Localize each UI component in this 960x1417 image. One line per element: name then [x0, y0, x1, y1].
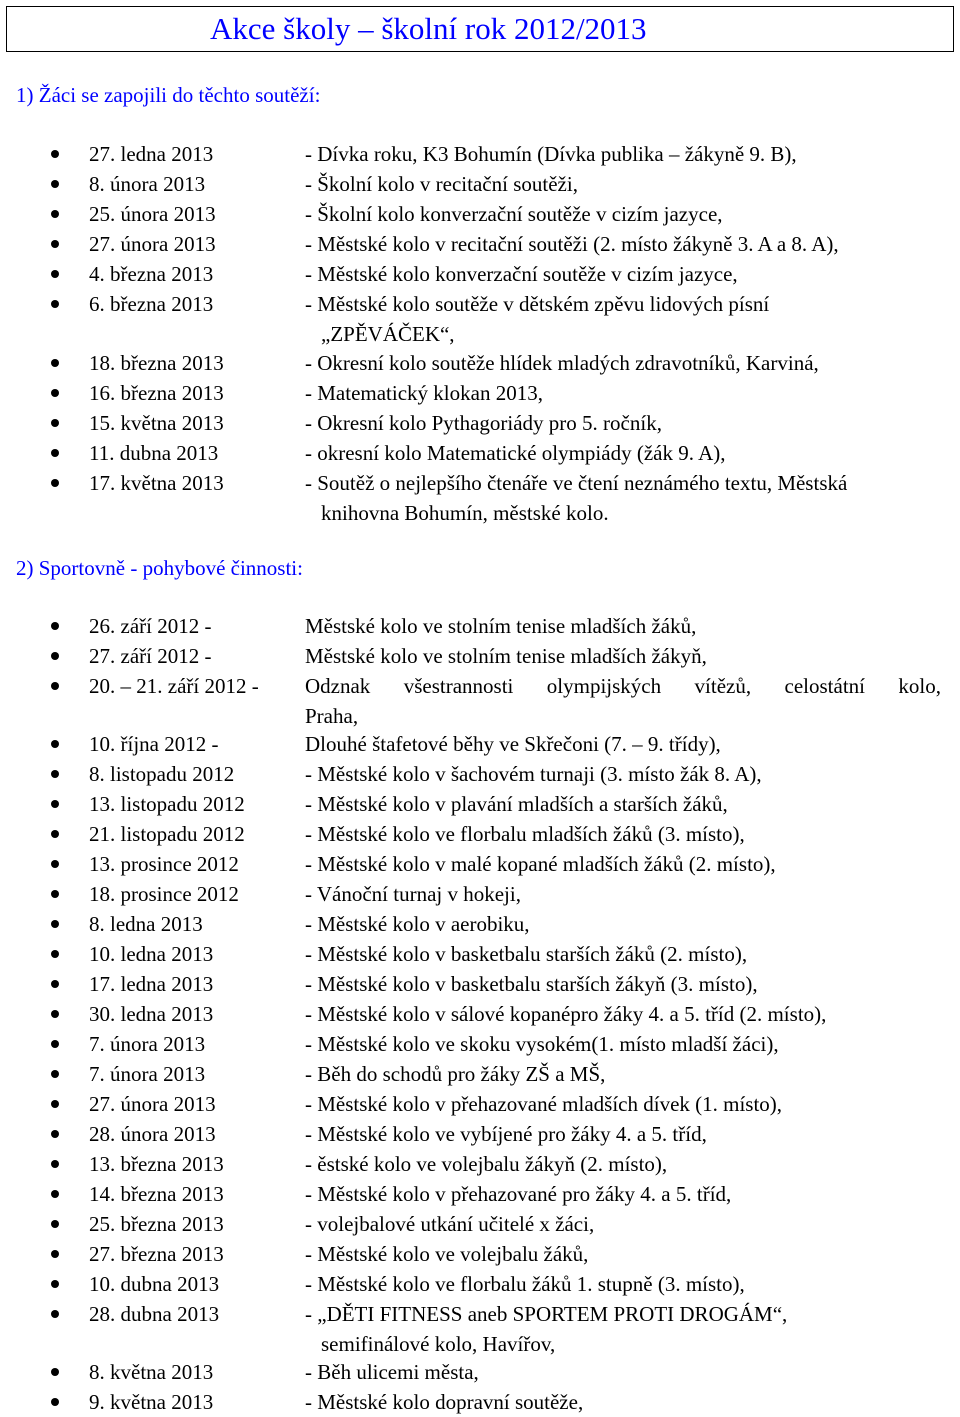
item-description: - Okresní kolo Pythagoriády pro 5. ročník, — [305, 411, 662, 435]
bullet-icon — [51, 622, 59, 630]
bullet-icon — [51, 180, 59, 188]
item-description: - Městské kolo v přehazované pro žáky 4. a 5. tříd, — [305, 1182, 732, 1206]
bullet-icon — [51, 682, 59, 690]
item-description: - Městské kolo v recitační soutěži (2. místo žákyně 3. A a 8. A), — [305, 232, 839, 256]
item-description: - okresní kolo Matematické olympiády (žák 9. A), — [305, 441, 726, 465]
item-date: 18. března 2013 — [89, 351, 224, 375]
item-date: 26. září 2012 - — [89, 614, 212, 638]
item-description: - Městské kolo v malé kopané mladších žáků (2. místo), — [305, 852, 776, 876]
item-date: 20. – 21. září 2012 - — [89, 674, 259, 698]
bullet-icon — [51, 920, 59, 928]
item-date: 27. března 2013 — [89, 1242, 224, 1266]
bullet-icon — [51, 389, 59, 397]
item-date: 18. prosince 2012 — [89, 882, 239, 906]
section-heading-competitions: 1) Žáci se zapojili do těchto soutěží: — [16, 83, 321, 107]
bullet-icon — [51, 1160, 59, 1168]
item-date: 10. ledna 2013 — [89, 942, 214, 966]
item-description: - Městské kolo v plavání mladších a starších žáků, — [305, 792, 728, 816]
item-date: 16. března 2013 — [89, 381, 224, 405]
item-date: 17. ledna 2013 — [89, 972, 214, 996]
item-description: Městské kolo ve stolním tenise mladších žáků, — [305, 614, 697, 638]
item-description: - „DĚTI FITNESS aneb SPORTEM PROTI DROGÁM“, — [305, 1302, 788, 1326]
item-date: 27. září 2012 - — [89, 644, 212, 668]
bullet-icon — [51, 1250, 59, 1258]
item-description: Dlouhé štafetové běhy ve Skřečoni (7. – 9. třídy), — [305, 732, 721, 756]
bullet-icon — [51, 652, 59, 660]
item-description: - volejbalové utkání učitelé x žáci, — [305, 1212, 595, 1236]
bullet-icon — [51, 150, 59, 158]
item-description: - Městské kolo soutěže v dětském zpěvu lidových písní — [305, 292, 770, 316]
item-description: - Městské kolo konverzační soutěže v cizím jazyce, — [305, 262, 738, 286]
bullet-icon — [51, 890, 59, 898]
bullet-icon — [51, 1130, 59, 1138]
bullet-icon — [51, 1368, 59, 1376]
item-date: 13. prosince 2012 — [89, 852, 239, 876]
item-description: - Městské kolo ve skoku vysokém(1. místo mladší žáci), — [305, 1032, 779, 1056]
bullet-icon — [51, 270, 59, 278]
item-date: 7. února 2013 — [89, 1032, 206, 1056]
bullet-icon — [51, 359, 59, 367]
item-description: - Městské kolo v basketbalu starších žáků (2. místo), — [305, 942, 748, 966]
bullet-icon — [51, 1190, 59, 1198]
item-date: 27. února 2013 — [89, 1092, 216, 1116]
item-description: - Městské kolo ve florbalu mladších žáků (3. místo), — [305, 822, 745, 846]
item-date: 9. května 2013 — [89, 1390, 214, 1414]
item-date: 8. ledna 2013 — [89, 912, 203, 936]
item-date: 14. března 2013 — [89, 1182, 224, 1206]
item-date: 10. dubna 2013 — [89, 1272, 220, 1296]
item-description: - Dívka roku, K3 Bohumín (Dívka publika – žákyně 9. B), — [305, 142, 797, 166]
item-description: - Městské kolo dopravní soutěže, — [305, 1390, 584, 1414]
bullet-icon — [51, 950, 59, 958]
bullet-icon — [51, 1100, 59, 1108]
item-description: - Vánoční turnaj v hokeji, — [305, 882, 521, 906]
bullet-icon — [51, 860, 59, 868]
item-description: - Městské kolo ve florbalu žáků 1. stupně (3. místo), — [305, 1272, 745, 1296]
item-description: - Běh do schodů pro žáky ZŠ a MŠ, — [305, 1062, 606, 1086]
item-description: Městské kolo ve stolním tenise mladších žákyň, — [305, 644, 707, 668]
bullet-icon — [51, 449, 59, 457]
item-date: 13. listopadu 2012 — [89, 792, 245, 816]
item-description: - Městské kolo ve volejbalu žáků, — [305, 1242, 589, 1266]
item-description-continuation: semifinálové kolo, Havířov, — [321, 1332, 556, 1356]
bullet-icon — [51, 740, 59, 748]
bullet-icon — [51, 830, 59, 838]
item-description: - ěstské kolo ve volejbalu žákyň (2. místo), — [305, 1152, 668, 1176]
item-date: 11. dubna 2013 — [89, 441, 219, 465]
bullet-icon — [51, 1310, 59, 1318]
item-description: - Školní kolo v recitační soutěži, — [305, 172, 578, 196]
section-heading-sports: 2) Sportovně - pohybové činnosti: — [16, 556, 303, 580]
item-date: 6. března 2013 — [89, 292, 214, 316]
bullet-icon — [51, 1070, 59, 1078]
bullet-icon — [51, 210, 59, 218]
item-description: Odznak všestrannosti olympijských vítězů, celostátní kolo, — [305, 674, 941, 698]
item-description-continuation: Praha, — [305, 704, 359, 728]
item-description: - Městské kolo ve vybíjené pro žáky 4. a 5. tříd, — [305, 1122, 707, 1146]
bullet-icon — [51, 1280, 59, 1288]
item-date: 25. března 2013 — [89, 1212, 224, 1236]
item-date: 17. května 2013 — [89, 471, 224, 495]
bullet-icon — [51, 800, 59, 808]
item-date: 7. února 2013 — [89, 1062, 206, 1086]
item-description: - Městské kolo v šachovém turnaji (3. místo žák 8. A), — [305, 762, 762, 786]
item-date: 27. ledna 2013 — [89, 142, 214, 166]
bullet-icon — [51, 1010, 59, 1018]
item-date: 27. února 2013 — [89, 232, 216, 256]
item-description-continuation: knihovna Bohumín, městské kolo. — [321, 501, 609, 525]
bullet-icon — [51, 479, 59, 487]
bullet-icon — [51, 419, 59, 427]
item-date: 21. listopadu 2012 — [89, 822, 245, 846]
item-date: 30. ledna 2013 — [89, 1002, 214, 1026]
item-date: 13. března 2013 — [89, 1152, 224, 1176]
item-date: 8. listopadu 2012 — [89, 762, 235, 786]
item-date: 25. února 2013 — [89, 202, 216, 226]
item-description: - Běh ulicemi města, — [305, 1360, 479, 1384]
item-description: - Městské kolo v basketbalu starších žákyň (3. místo), — [305, 972, 758, 996]
bullet-icon — [51, 1398, 59, 1406]
item-date: 8. února 2013 — [89, 172, 206, 196]
bullet-icon — [51, 980, 59, 988]
item-description-continuation: „ZPĚVÁČEK“, — [321, 322, 455, 346]
bullet-icon — [51, 1220, 59, 1228]
item-description: - Městské kolo v sálové kopanépro žáky 4. a 5. tříd (2. místo), — [305, 1002, 827, 1026]
bullet-icon — [51, 1040, 59, 1048]
page-title: Akce školy – školní rok 2012/2013 — [210, 11, 647, 46]
bullet-icon — [51, 240, 59, 248]
item-date: 28. dubna 2013 — [89, 1302, 220, 1326]
bullet-icon — [51, 770, 59, 778]
item-date: 4. března 2013 — [89, 262, 214, 286]
item-description: - Matematický klokan 2013, — [305, 381, 543, 405]
item-description: - Okresní kolo soutěže hlídek mladých zdravotníků, Karviná, — [305, 351, 819, 375]
item-date: 8. května 2013 — [89, 1360, 214, 1384]
item-description: - Soutěž o nejlepšího čtenáře ve čtení neznámého textu, Městská — [305, 471, 848, 495]
item-date: 10. října 2012 - — [89, 732, 219, 756]
item-date: 28. února 2013 — [89, 1122, 216, 1146]
item-description: - Městské kolo v aerobiku, — [305, 912, 530, 936]
bullet-icon — [51, 300, 59, 308]
item-description: - Školní kolo konverzační soutěže v cizím jazyce, — [305, 202, 723, 226]
item-date: 15. května 2013 — [89, 411, 224, 435]
item-description: - Městské kolo v přehazované mladších dívek (1. místo), — [305, 1092, 783, 1116]
